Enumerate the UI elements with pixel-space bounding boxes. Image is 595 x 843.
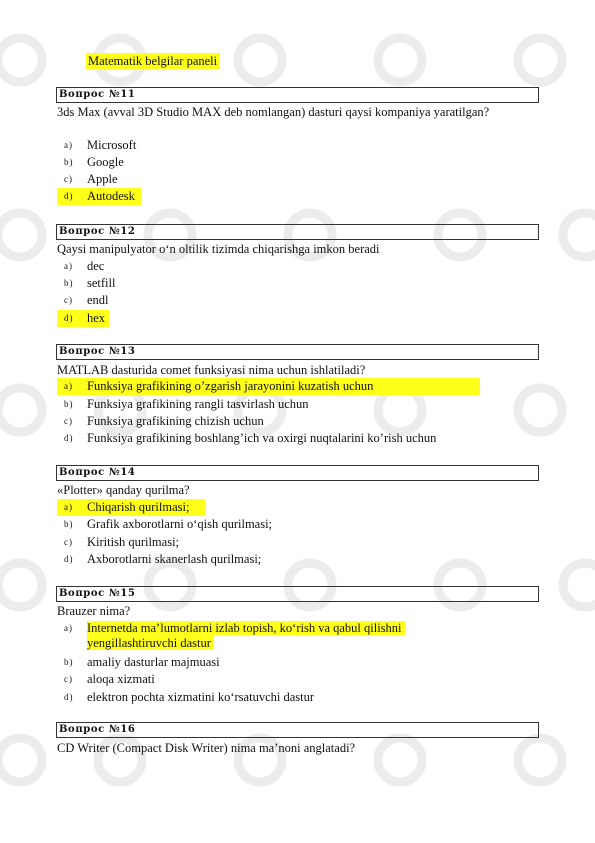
question-12-text: Qaysi manipulyator o‘n oltilik tizimda chiqarishga imkon beradi	[57, 242, 380, 256]
header-answer-highlight: Matematik belgilar paneli	[86, 53, 220, 69]
question-11-label: Вопрос №11	[56, 87, 539, 103]
question-13-text: MATLAB dasturida comet funksiyasi nima uchun ishlatiladi?	[57, 363, 366, 377]
q11-option-d-correct[interactable]: d) Autodesk	[57, 188, 141, 205]
question-15-label: Вопрос №15	[56, 586, 539, 602]
q14-option-a-correct[interactable]: a) Chiqarish qurilmasi;	[57, 499, 205, 516]
question-12-label: Вопрос №12	[56, 224, 539, 240]
q15-correct-answer-text: Internetda ma’lumotlarni izlab topish, ko‘rish va qabul qilishni yengillashtiruvchi dastur	[87, 621, 405, 650]
q12-option-d-correct[interactable]: d) hex	[57, 310, 109, 327]
question-16-label: Вопрос №16	[56, 722, 539, 738]
q15-option-a-correct[interactable]: a) Internetda ma’lumotlarni izlab topish, ko‘rish va qabul qilishni yengillashtiruvchi dastur	[57, 620, 457, 654]
question-14-label: Вопрос №14	[56, 465, 539, 481]
question-14-text: «Plotter» qanday qurilma?	[57, 483, 190, 497]
question-16-text: CD Writer (Compact Disk Writer) nima ma’noni anglatadi?	[57, 741, 356, 755]
question-13-label: Вопрос №13	[56, 344, 539, 360]
question-11-text: 3ds Max (avval 3D Studio MAX deb nomlangan) dasturi qaysi kompaniya yaratilgan?	[57, 105, 490, 119]
question-15-text: Brauzer nima?	[57, 604, 131, 618]
q13-option-a-correct[interactable]: a) Funksiya grafikining o’zgarish jarayonini kuzatish uchun	[57, 378, 480, 395]
